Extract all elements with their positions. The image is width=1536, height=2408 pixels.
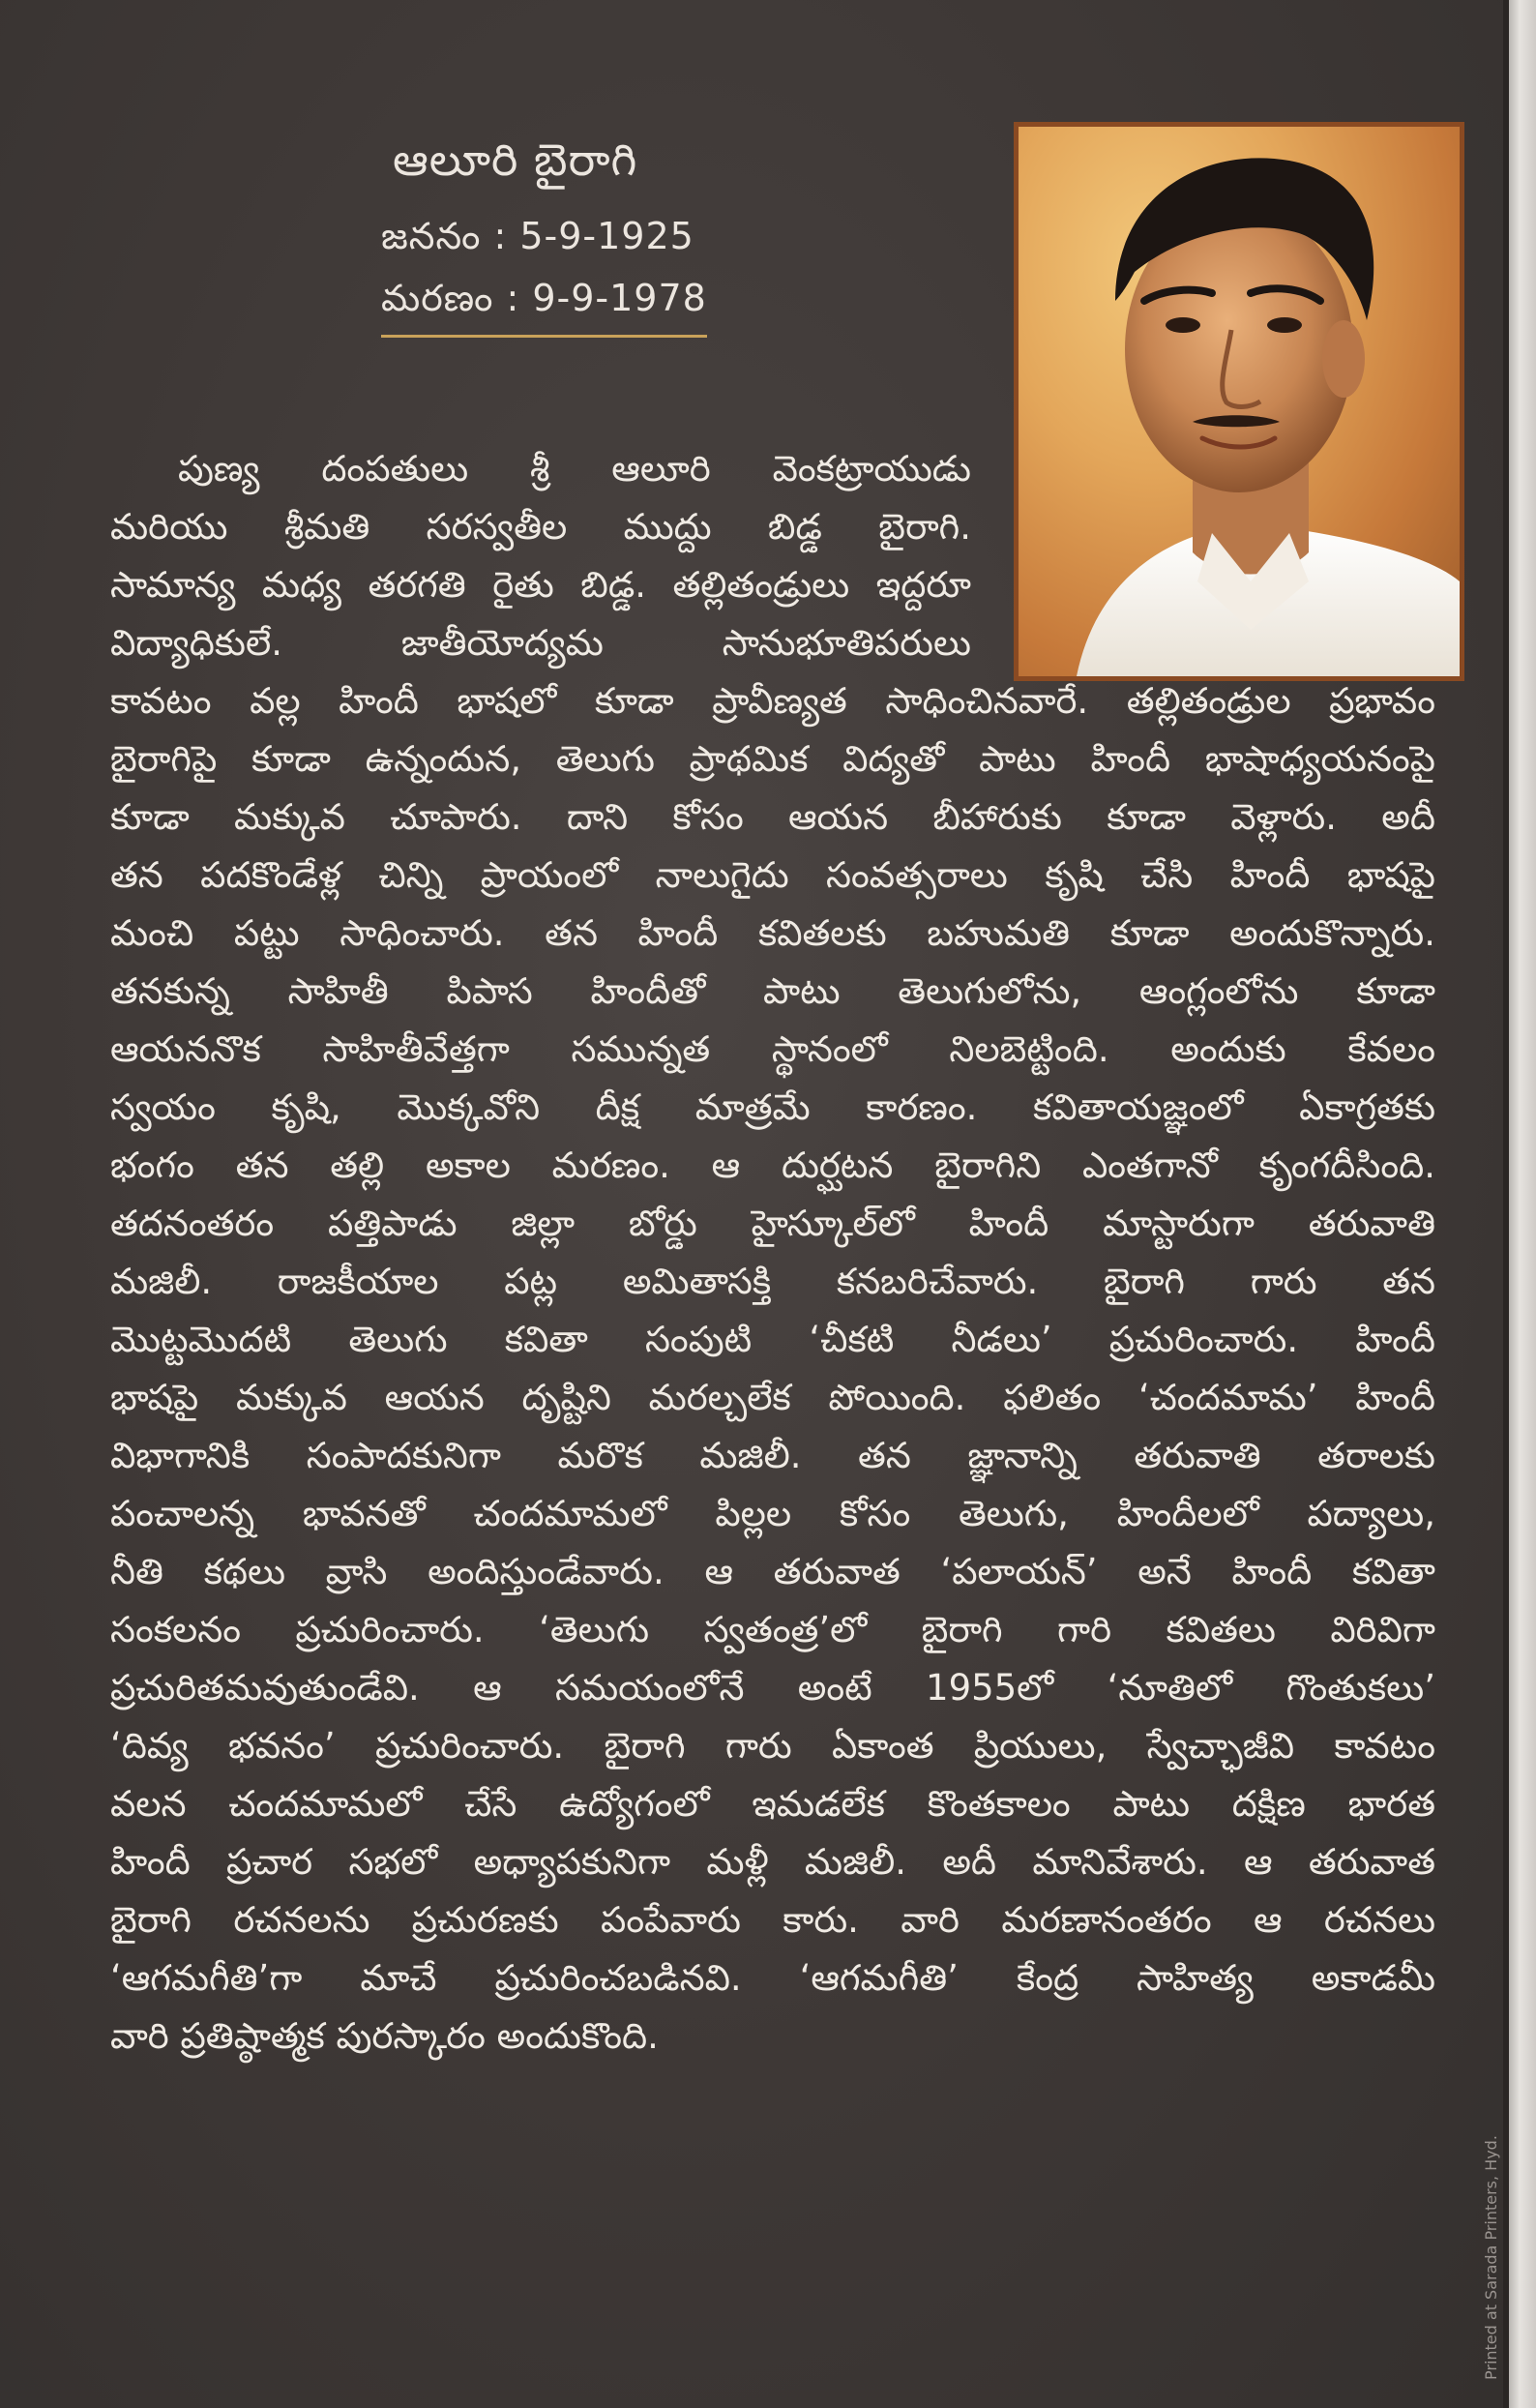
text-line: తనకున్న సాహితీ పిపాస హిందీతో పాటు తెలుగులోను, ఆంగ్లంలోను కూడా [110,970,1435,1012]
text-line: సంకలనం ప్రచురించారు. ‘తెలుగు స్వతంత్ర’లో బైరాగి గారి కవితలు విరివిగా [110,1609,1435,1650]
text-line: సామాన్య మధ్య తరగతి రైతు బిడ్డ. తల్లితండ్రులు ఇద్దరూ [110,564,971,606]
text-line: కావటం వల్ల హిందీ భాషలో కూడా ప్రావీణ్యత సాధించినవారే. తల్లితండ్రుల ప్రభావం [110,680,1435,722]
text-line: ‘ఆగమగీతి’గా మాచే ప్రచురించబడినవి. ‘ఆగమగీతి’ కేంద్ర సాహిత్య అకాడమీ [110,1957,1435,1999]
text-line: ‘దివ్య భవనం’ ప్రచురించారు. బైరాగి గారు ఏకాంత ప్రియులు, స్వేచ్ఛాజీవి కావటం [110,1725,1435,1767]
text-line: తదనంతరం పత్తిపాడు జిల్లా బోర్డు హైస్కూల్‌లో హిందీ మాస్టారుగా తరువాతి [110,1203,1435,1244]
text-line: స్వయం కృషి, మొక్కవోని దీక్ష మాత్రమే కారణం. కవితాయజ్ఞంలో ఏకాగ్రతకు [110,1086,1435,1128]
text-line: మజిలీ. రాజకీయాల పట్ల అమితాసక్తి కనబరిచేవారు. బైరాగి గారు తన [110,1261,1435,1302]
printer-note: Printed at Sarada Printers, Hyd. [1482,2135,1500,2380]
author-header [319,134,764,347]
text-line: భాషపై మక్కువ ఆయన దృష్టిని మరల్చలేక పోయింది. ఫలితం ‘చందమామ’ హిందీ [110,1377,1435,1418]
text-line: హిందీ ప్రచార సభలో అధ్యాపకునిగా మళ్లీ మజిలీ. అదీ మానివేశారు. ఆ తరువాత [110,1841,1435,1883]
text-line: వారి ప్రతిష్ఠాత్మక పురస్కారం అందుకొంది. [110,2015,659,2057]
text-line: భంగం తన తల్లి అకాల మరణం. ఆ దుర్ఘటన బైరాగిని ఎంతగానో కృంగదీసింది. [110,1145,1435,1186]
text-line: కూడా మక్కువ చూపారు. దాని కోసం ఆయన బీహారుకు కూడా వెళ్లారు. అదీ [110,796,1435,838]
text-line: ఆయననొక సాహితీవేత్తగా సమున్నత స్థానంలో నిలబెట్టింది. అందుకు కేవలం [110,1028,1435,1070]
birth-date: జననం : 5-9-1925 [381,215,694,257]
text-line: మరియు శ్రీమతి సరస్వతీల ముద్దు బిడ్డ బైరాగి. [110,506,971,548]
text-line: విద్యాధికులే. జాతీయోద్యమ సానుభూతిపరులు [110,622,971,664]
text-line: మంచి పట్టు సాధించారు. తన హిందీ కవితలకు బహుమతి కూడా అందుకొన్నారు. [110,912,1435,954]
text-line: వలన చందమామలో చేసే ఉద్యోగంలో ఇమడలేక కొంతకాలం పాటు దక్షిణ భారత [110,1783,1435,1825]
text-line: నీతి కథలు వ్రాసి అందిస్తుండేవారు. ఆ తరువాత ‘పలాయన్’ అనే హిందీ కవితా [110,1551,1435,1592]
author-name: ఆలూరి బైరాగి [393,134,638,186]
text-line: తన పదకొండేళ్ల చిన్ని ప్రాయంలో నాలుగైదు సంవత్సరాలు కృషి చేసి హిందీ భాషపై [110,854,1435,896]
text-line: బైరాగిపై కూడా ఉన్నందున, తెలుగు ప్రాథమిక విద్యతో పాటు హిందీ భాషాధ్యయనంపై [110,738,1435,780]
text-line: పుణ్య దంపతులు శ్రీ ఆలూరి వెంకట్రాయుడు [178,448,971,490]
text-line: పంచాలన్న భావనతో చందమామలో పిల్లల కోసం తెలుగు, హిందీలలో పద్యాలు, [110,1493,1435,1534]
biography-text [110,440,1435,2066]
page-edge [1509,0,1536,2408]
text-line: విభాగానికి సంపాదకునిగా మరొక మజిలీ. తన జ్ఞానాన్ని తరువాతి తరాలకు [110,1435,1435,1476]
text-line: బైరాగి రచనలను ప్రచురణకు పంపేవారు కారు. వారి మరణానంతరం ఆ రచనలు [110,1899,1435,1941]
text-line: మొట్టమొదటి తెలుగు కవితా సంపుటి ‘చీకటి నీడలు’ ప్రచురించారు. హిందీ [110,1319,1435,1360]
death-date: మరణం : 9-9-1978 [381,277,707,338]
text-line: ప్రచురితమవుతుండేవి. ఆ సమయంలోనే అంటే 1955లో ‘నూతిలో గొంతుకలు’ [110,1667,1435,1709]
